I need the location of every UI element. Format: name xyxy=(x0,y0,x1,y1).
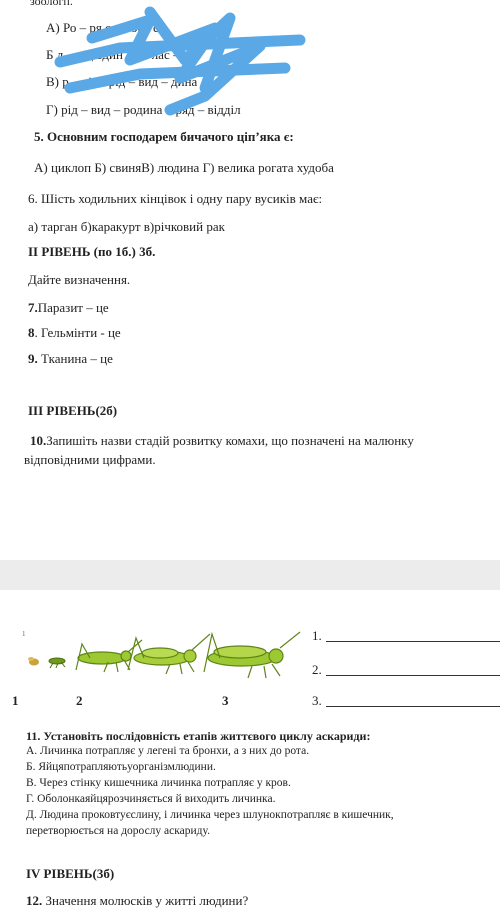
nymph-small-icon xyxy=(49,658,65,668)
answer-label-1: 1. xyxy=(312,628,322,643)
egg-icon xyxy=(28,657,39,666)
q11-item-a: А. Личинка потрапляє у легені та бронхи, а з них до рота. xyxy=(26,745,310,757)
nymph-winged-icon xyxy=(128,634,210,674)
q9: 9. Тканина – це xyxy=(28,351,113,366)
q6-options: а) тарган б)каракурт в)річковий рак xyxy=(28,219,225,234)
level2-heading: ІІ РІВЕНЬ (по 1б.) 3б. xyxy=(28,244,156,259)
figure-label-3: 3 xyxy=(222,693,229,708)
answer-line-1[interactable] xyxy=(326,641,500,642)
option-d: Г) рід – вид – родина – ряд – відділ xyxy=(46,102,241,117)
small-marker: 1 xyxy=(22,630,26,638)
scribble-overlay xyxy=(0,0,500,140)
answer-line-3[interactable] xyxy=(326,706,500,707)
figure-label-1: 1 xyxy=(12,693,19,708)
q10-line2: відповідними цифрами. xyxy=(24,452,156,467)
answer-label-2: 2. xyxy=(312,662,322,677)
page-separator xyxy=(0,560,500,590)
adult-grasshopper-icon xyxy=(204,632,300,678)
q11-item-e-cont: перетворюється на дорослу аскариду. xyxy=(26,825,210,837)
text-fragment: зоологп. xyxy=(30,0,73,8)
q11-item-b: Б. Яйцяпотрапляютьуорганізмлюдини. xyxy=(26,761,216,773)
q5-title: 5. Основним господарем бичачого ціп’яка є: xyxy=(34,129,294,144)
answer-label-3: 3. xyxy=(312,693,322,708)
option-c: В) р – дії – рід – вид – дина xyxy=(46,74,198,89)
level4-heading: IV РІВЕНЬ(3б) xyxy=(26,866,115,881)
q10-line1: 10.Запишіть назви стадій розвитку комахи, що позначені на малюнку xyxy=(30,433,414,448)
level3-heading: ІІІ РІВЕНЬ(2б) xyxy=(28,403,118,418)
option-a: А) Ро – ря с – поря с xyxy=(46,20,159,35)
level2-intro: Дайте визначення. xyxy=(28,272,131,287)
q11-item-d: Г. Оболонкаяйцярозчиняється й виходить личинка. xyxy=(26,793,276,805)
figure-label-2: 2 xyxy=(76,693,83,708)
q11-item-e: Д. Людина проковтуєслину, і личинка через шлунокпотрапляє в кишечник, xyxy=(26,809,394,821)
option-b: Б д – рід один – ря лас – ил xyxy=(46,47,197,62)
grasshopper-stages-illustration xyxy=(20,626,305,686)
q6-title: 6. Шість ходильних кінцівок і одну пару вусиків має: xyxy=(28,191,323,206)
q5-options: А) циклоп Б) свиняВ) людина Г) велика рогата худоба xyxy=(34,160,334,175)
q7: 7.Паразит – це xyxy=(28,300,109,315)
q8: 8. Гельмінти - це xyxy=(28,325,121,340)
answer-line-2[interactable] xyxy=(326,675,500,676)
q12: 12. Значення молюсків у житті людини? xyxy=(26,893,249,908)
q11-item-c: В. Через стінку кишечника личинка потрапляє у кров. xyxy=(26,777,291,789)
q11-title: 11. Установіть послідовність етапів життєвого циклу аскариди: xyxy=(26,729,371,743)
